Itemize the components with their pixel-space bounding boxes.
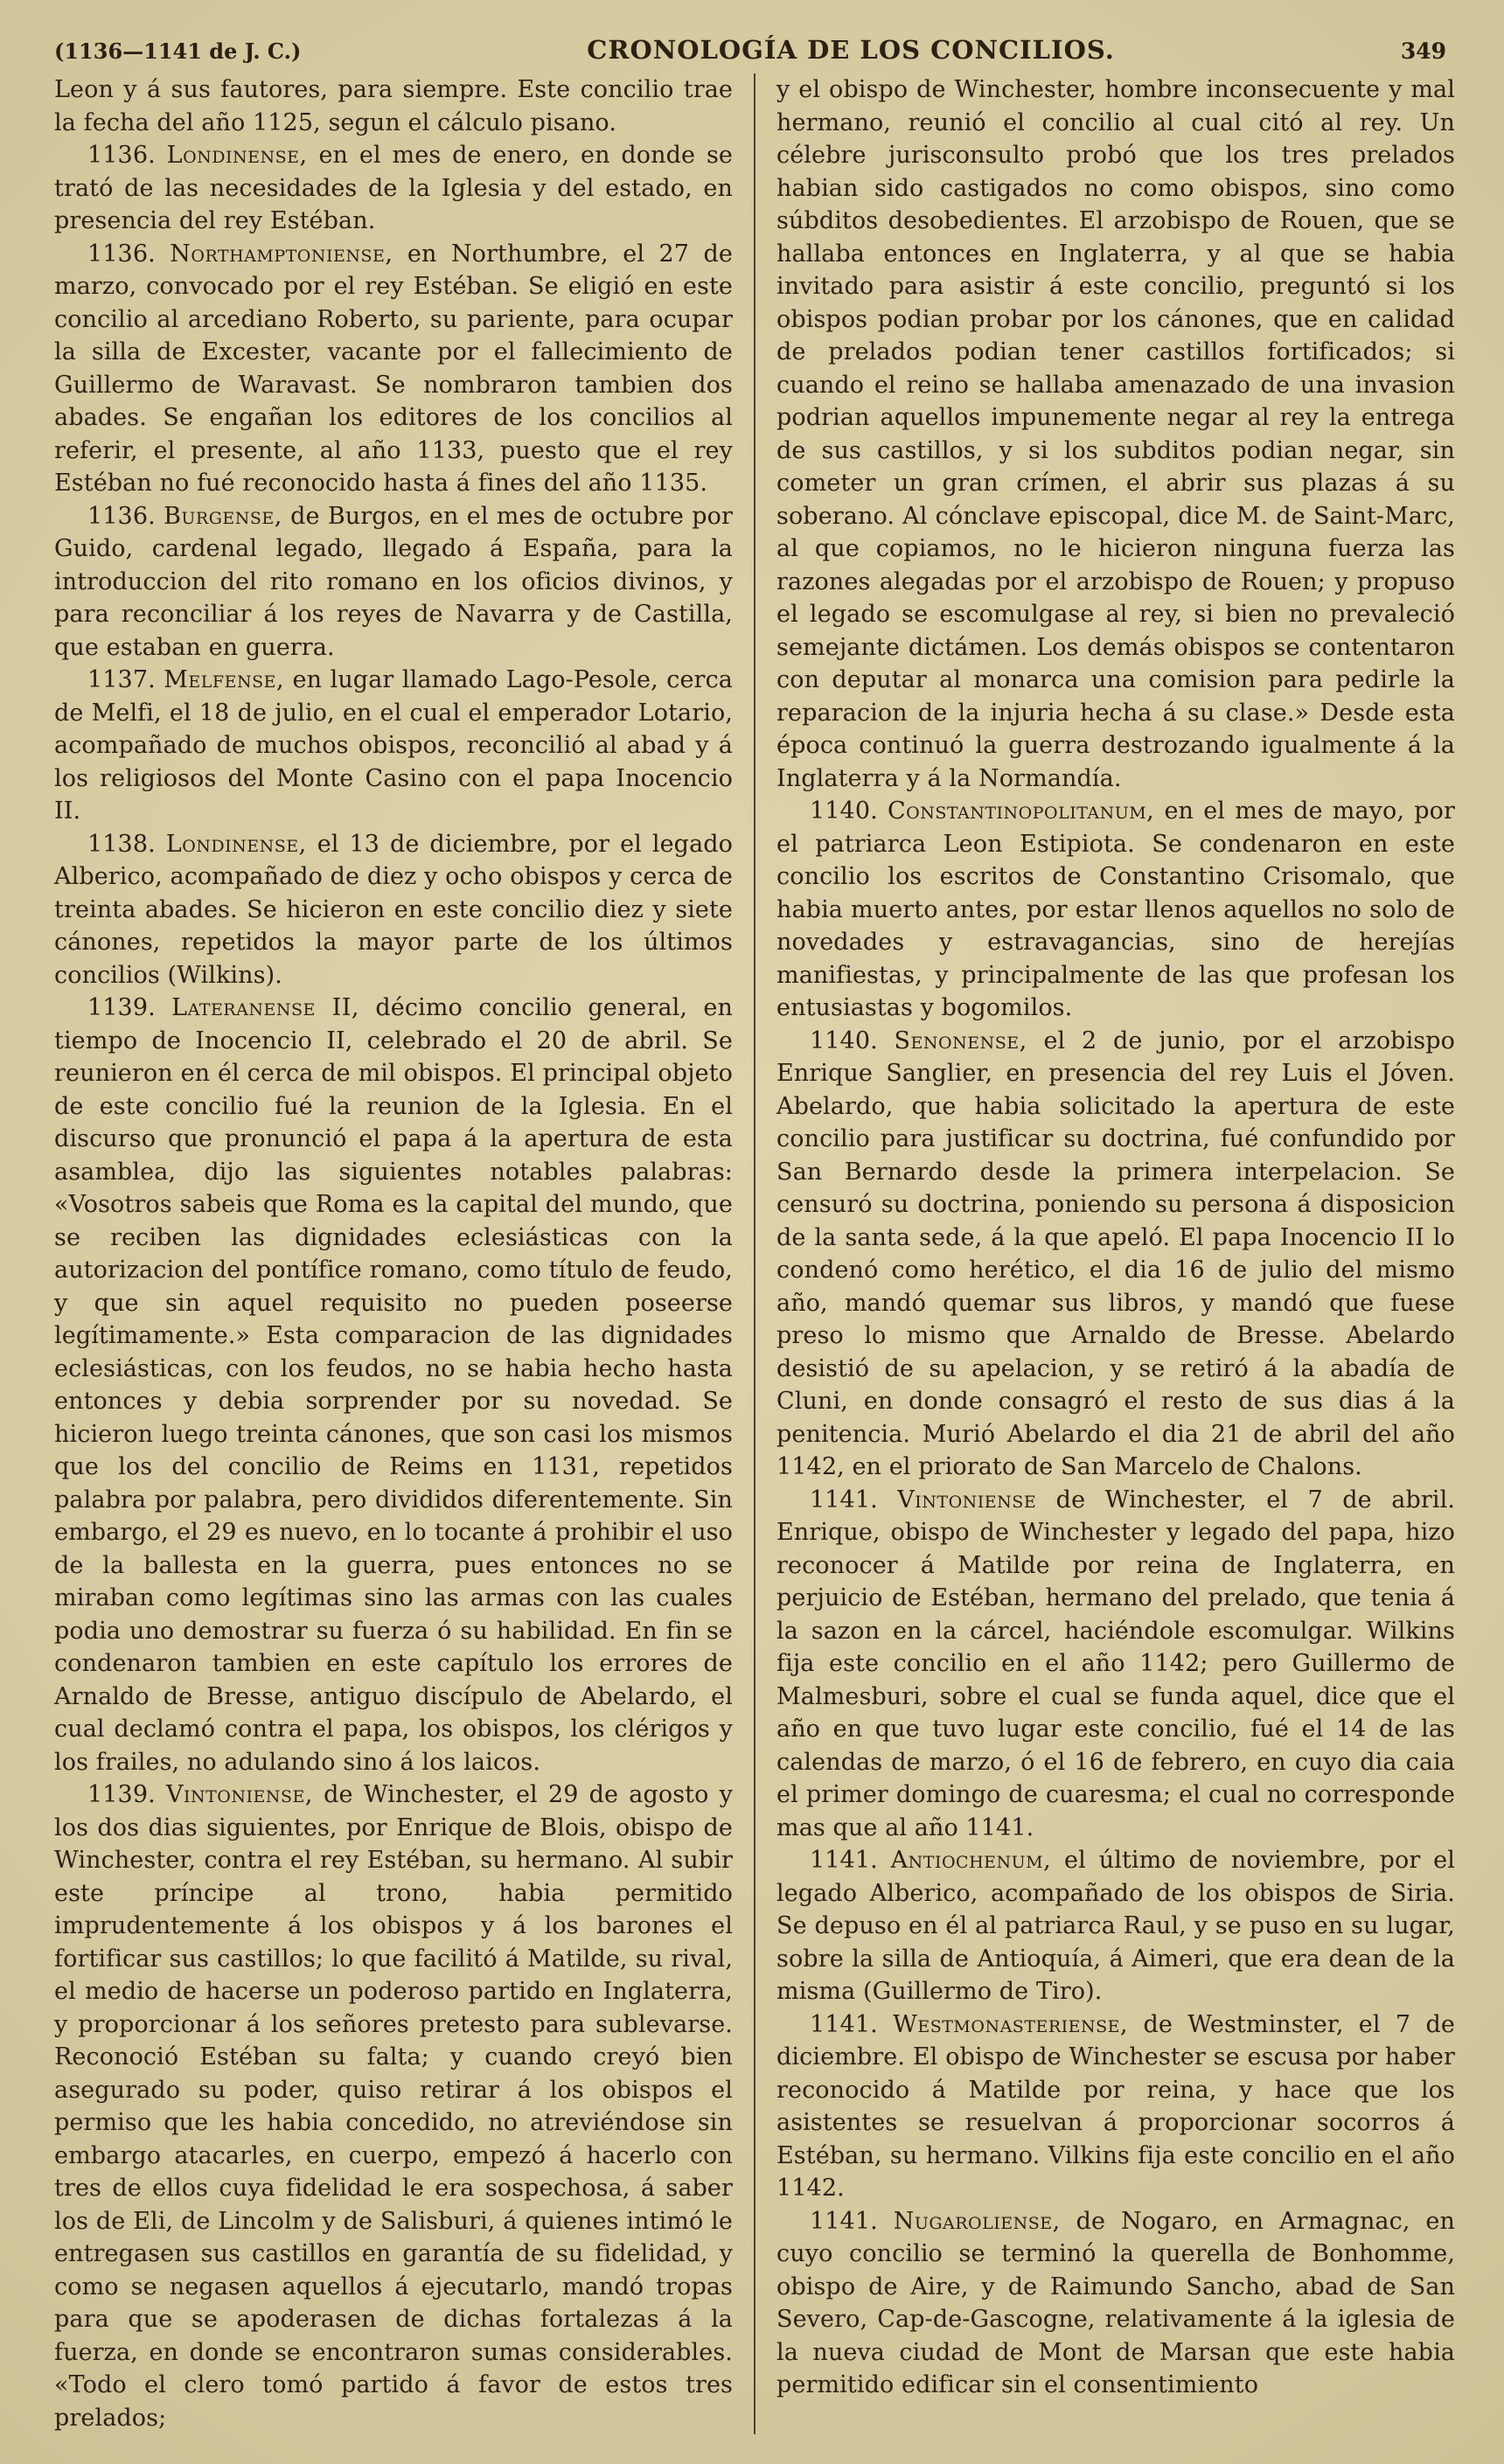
council-entry xyxy=(776,1025,1455,1484)
council-name: Londinense, xyxy=(165,830,307,858)
entry-text: en el mes de mayo, por el patriarca Leon Estipiota. Se condenaron en este concilio los escritos de Constantino Crisomalo, que habia muerto antes, por estar llenos aquellos no solo de novedades y estravagancias, sino de herejías manifiestas, y principalmente de las que profesan los entusiastas y bogomilos. xyxy=(776,797,1456,1021)
entry-text: de Burgos, en el mes de octubre por Guido, cardenal legado, llegado á España, para la introduccion del rito romano en los oficios divinos, y para reconciliar á los reyes de Navarra y de Castilla, que estaban en guerra. xyxy=(54,502,733,661)
entry-year: 1136. xyxy=(87,502,164,530)
entry-year: 1136. xyxy=(87,240,171,268)
council-name: Burgense, xyxy=(164,502,282,530)
entry-year: 1141. xyxy=(810,2010,894,2038)
council-entry xyxy=(776,1484,1455,1845)
entry-text: de Westminster, el 7 de diciembre. El obispo de Winchester se escusa por haber reconocido á Matilde por reina, y hace que los asistentes se resuelvan á proporcionar socorros á Estéban, su hermano. Vilkins fija este concilio en el año 1142. xyxy=(776,2010,1455,2202)
council-name: Vintoniense, xyxy=(165,1781,313,1808)
right-column xyxy=(755,73,1455,2434)
entry-text: de Winchester, el 29 de agosto y los dos dias siguientes, por Enrique de Blois, obispo de Winchester, contra el rey Estéban, su hermano. Al subir este príncipe al trono, habia permitido imprudentemente á los obispos y á los barones el fortificar sus castillos; lo que facilitó á Matilde, su rival, el medio de hacerse un poderoso partido en Inglaterra, y proporcionar á los señores pretesto para sublevarse. Reconoció Estéban su falta; y cuando creyó bien asegurado su poder, quiso retirar á los obispos el permiso que les habia concedido, no atreviéndose sin embargo atacarles, en cuerpo, empezó á hacerlo con tres de ellos cuya fidelidad le era sospechosa, á saber los de Eli, de Lincolm y de Salisburi, á quienes intimó le entregasen sus castillos en garantía de su fidelidad, y como se negasen aquellos á ejecutarlo, mandó tropas para que se apoderasen de dichas fortalezas á la fuerza, en donde se encontraron sumas considerables. «Todo el clero tomó partido á favor de estos tres prelados; xyxy=(54,1781,733,2432)
council-entry xyxy=(54,500,733,665)
council-entry xyxy=(54,238,733,500)
left-column xyxy=(54,73,755,2434)
council-entry xyxy=(776,795,1455,1025)
entry-year: 1140. xyxy=(810,797,888,825)
council-entry xyxy=(54,664,733,828)
council-entry xyxy=(54,992,733,1778)
entry-text: Leon y á sus fautores, para siempre. Este concilio trae la fecha del año 1125, segun el cálculo pisano. xyxy=(54,76,733,136)
council-entry xyxy=(54,1778,733,2434)
council-name: Londinense, xyxy=(166,142,308,169)
council-entry xyxy=(54,139,733,238)
text-columns xyxy=(0,72,1504,2434)
council-name: Antiochenum, xyxy=(890,1847,1052,1874)
council-name: Senonense, xyxy=(894,1027,1027,1055)
council-entry xyxy=(776,2008,1455,2205)
entry-year: 1139. xyxy=(87,994,172,1021)
entry-year: 1136. xyxy=(87,142,167,169)
entry-year: 1141. xyxy=(810,1847,891,1874)
entry-text: el 13 de diciembre, por el legado Alberico, acompañado de diez y ocho obispos y cerca de treinta abades. Se hicieron en este concilio diez y siete cánones, repetidos la mayor parte de los últimos concilios (Wilkins). xyxy=(54,830,734,989)
council-name: Lateranense II, xyxy=(171,994,360,1021)
council-name: Northamptoniense, xyxy=(170,240,393,268)
continuation-paragraph xyxy=(776,73,1455,795)
entry-text: en lugar llamado Lago-Pesole, cerca de Melfi, el 18 de julio, en el cual el emperador Lotario, acompañado de muchos obispos, reconcilió al abad y á los religiosos del Monte Casino con el papa Inocencio II. xyxy=(54,666,733,825)
page-header xyxy=(0,0,1504,72)
entry-text: el último de noviembre, por el legado Alberico, acompañado de los obispos de Siria. Se depuso en él al patriarca Raul, y se puso en su lugar, sobre la silla de Antioquía, á Aimeri, que era dean de la misma (Guillermo de Tiro). xyxy=(776,1847,1455,2005)
entry-year: 1141. xyxy=(810,2207,894,2235)
council-entry xyxy=(54,828,733,992)
entry-text: en el mes de enero, en donde se trató de las necesidades de la Iglesia y del estado, en presencia del rey Estéban. xyxy=(54,142,733,234)
entry-text: de Nogaro, en Armagnac, en cuyo concilio se terminó la querella de Bonhomme, obispo de Aire, y de Raimundo Sancho, abad de San Severo, Cap-de-Gascogne, relativamente á la iglesia de la nueva ciudad de Mont de Marsan que este habia permitido edificar sin el consentimiento xyxy=(776,2207,1455,2398)
entry-year: 1139. xyxy=(87,1781,166,1808)
entry-year: 1141. xyxy=(810,1486,898,1514)
entry-year: 1137. xyxy=(87,666,164,693)
header-date-range: (1136—1141 de J. C.) xyxy=(54,38,302,64)
entry-text: de Winchester, el 7 de abril. Enrique, obispo de Winchester y legado del papa, hizo reconocer á Matilde por reina de Inglaterra, en perjuicio de Estéban, hermano del prelado, que tenia á la sazon en la cárcel, haciéndole escomulgar. Wilkins fija este concilio en el año 1142; pero Guillermo de Malmesburi, sobre el cual se funda aquel, dice que el año en que tuvo lugar este concilio, fué el 14 de las calendas de marzo, ó el 16 de febrero, en cuyo dia caia el primer domingo de cuaresma; el cual no corresponde mas que al año 1141. xyxy=(776,1486,1455,1841)
entry-text: décimo concilio general, en tiempo de Inocencio II, celebrado el 20 de abril. Se reunieron en él cerca de mil obispos. El principal objeto de este concilio fué la reunion de la Iglesia. En el discurso que pronunció el papa á la apertura de esta asamblea, dijo las siguientes notables palabras: «Vosotros sabeis que Roma es la capital del mundo, que se reciben las dignidades eclesiásticas con la autorizacion del pontífice romano, como título de feudo, y que sin aquel requisito no pueden poseerse legítimamente.» Esta comparacion de las dignidades eclesiásticas, con los feudos, no se habia hecho hasta entonces y debia sorprender por su novedad. Se hicieron luego treinta cánones, que son casi los mismos que los del concilio de Reims en 1131, repetidos palabra por palabra, pero divididos diferentemente. Sin embargo, el 29 es nuevo, en lo tocante á prohibir el uso de la ballesta en la guerra, pues entonces no se miraban como legítimas sino las armas con las cuales podia uno demostrar su fuerza ó su habilidad. En fin se condenaron tambien en este capítulo los errores de Arnaldo de Bresse, antiguo discípulo de Abelardo, el cual declamó contra el papa, los obispos, los clérigos y los frailes, no adulando sino á los laicos. xyxy=(54,994,733,1776)
entry-text: el 2 de junio, por el arzobispo Enrique Sanglier, en presencia del rey Luis el Jóven. Abelardo, que habia solicitado la apertura de este concilio para justificar su doctrina, fué confundido por San Bernardo desde la primera interpelacion. Se censuró su doctrina, poniendo su persona á disposicion de la santa sede, á la que apeló. El papa Inocencio II lo condenó como herético, el dia 16 de julio del mismo año, mandó quemar sus libros, y mandó que fuese preso lo mismo que Arnaldo de Bresse. Abelardo desistió de su apelacion, y se retiró á la abadía de Cluni, en donde consagró el resto de sus dias á la penitencia. Murió Abelardo el dia 21 de abril del año 1142, en el priorato de San Marcelo de Chalons. xyxy=(776,1027,1455,1480)
council-entry xyxy=(776,2205,1455,2402)
entry-year: 1140. xyxy=(810,1027,895,1055)
council-name: Nugaroliense, xyxy=(893,2207,1061,2235)
council-entry xyxy=(776,1844,1455,2008)
entry-year: 1138. xyxy=(87,830,166,858)
page-title: CRONOLOGÍA DE LOS CONCILIOS. xyxy=(587,35,1115,65)
council-name: Westmonasteriense, xyxy=(893,2010,1129,2038)
council-name: Vintoniense xyxy=(897,1486,1037,1514)
entry-text: en Northumbre, el 27 de marzo, convocado por el rey Estéban. Se eligió en este concilio al arcediano Roberto, su pariente, para ocupar la silla de Excester, vacante por el fallecimiento de Guillermo de Waravast. Se nombraron tambien dos abades. Se engañan los editores de los concilios al referir, el presente, al año 1133, puesto que el rey Estéban no fué reconocido hasta á fines del año 1135. xyxy=(54,240,733,497)
continuation-paragraph xyxy=(54,73,733,139)
entry-text: y el obispo de Winchester, hombre inconsecuente y mal hermano, reunió el concilio al cual citó al rey. Un célebre jurisconsulto probó que los tres prelados habian sido castigados no como obispos, sino como súbditos desobedientes. El arzobispo de Rouen, que se hallaba entonces en Inglaterra, y al que se habia invitado para asistir á este concilio, preguntó si los obispos podian probar por los cánones, que en calidad de prelados podian tener castillos fortificados; si cuando el reino se hallaba amenazado de una invasion podrian aquellos impunemente negar al rey la entrega de sus castillos, y si los subditos podian negar, sin cometer un gran crímen, el abrir sus plazas á su soberano. Al cónclave episcopal, dice M. de Saint-Marc, al que copiamos, no le hicieron ninguna fuerza las razones alegadas por el arzobispo de Rouen; y propuso el legado se escomulgase al rey, si bien no prevaleció semejante dictámen. Los demás obispos se contentaron con deputar al monarca una comision para pedirle la reparacion de la injuria hecha á su clase.» Desde esta época continuó la guerra destrozando igualmente á la Inglaterra y á la Normandía. xyxy=(776,76,1455,792)
council-name: Constantinopolitanum, xyxy=(888,797,1155,825)
council-name: Melfense, xyxy=(164,666,285,693)
page-number: 349 xyxy=(1400,38,1446,64)
